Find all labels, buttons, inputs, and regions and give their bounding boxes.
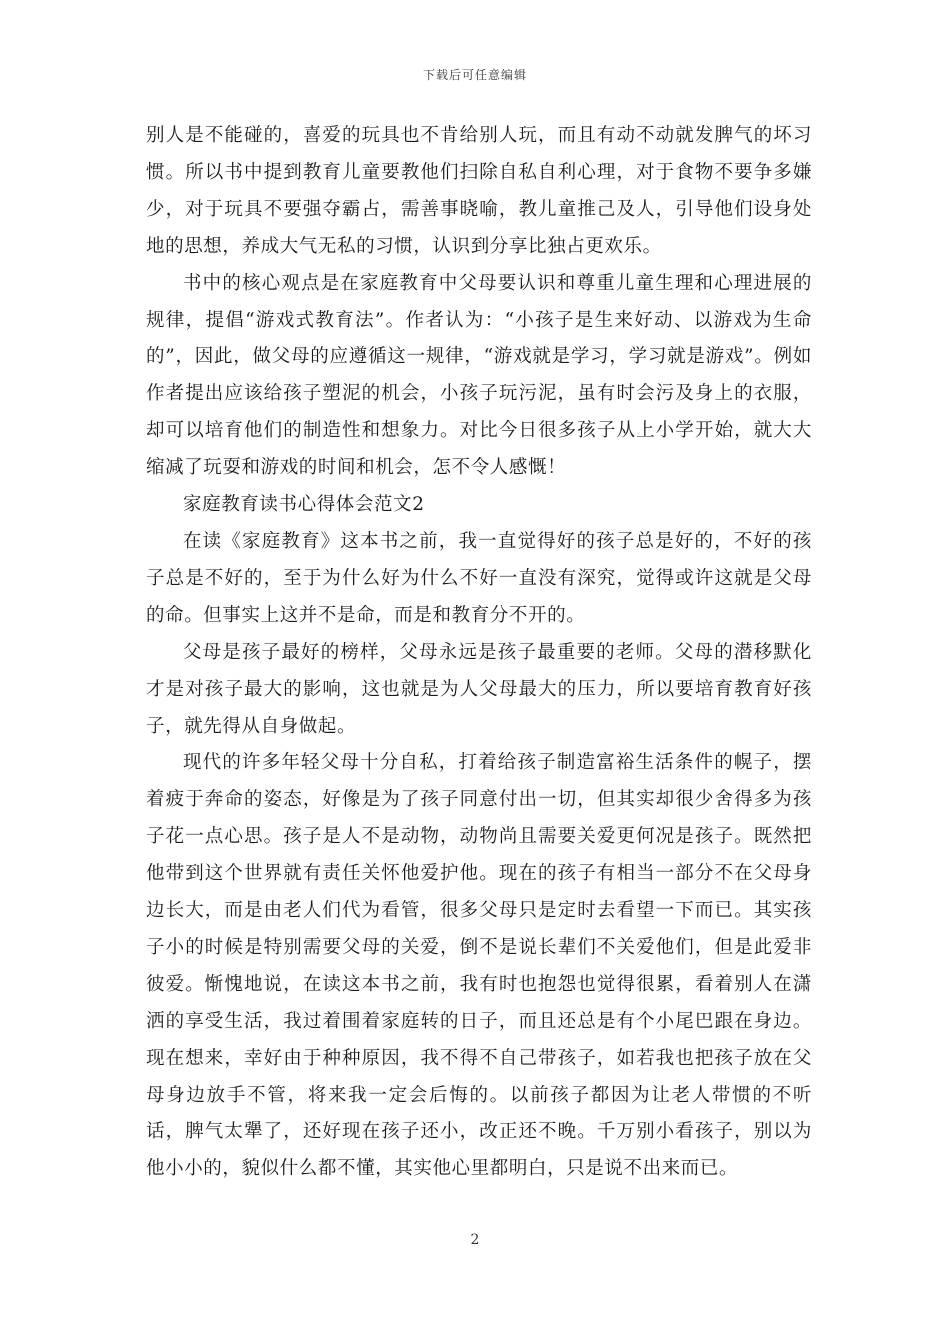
section-heading: 家庭教育读书心得体会范文2 (183, 494, 425, 516)
document-body (146, 118, 812, 1188)
paragraph-continued: 别人是不能碰的，喜爱的玩具也不肯给别人玩，而且有动不动就发脾气的坏习惯。所以书中提到教育儿童要教他们扫除自私自利心理，对于食物不要争多嫌少，对于玩具不要强夺霸占，需善事晓喻，教儿童推己及人，引导他们设身处地的思想，养成大气无私的习惯，认识到分享比独占更欢乐。 (146, 125, 812, 257)
paragraph-modern-parents: 现代的许多年轻父母十分自私，打着给孩子制造富裕生活条件的幌子，摆着疲于奔命的姿态，好像是为了孩子同意付出一切，但其实却很少舍得多为孩子花一点心思。孩子是人不是动物，动物尚且需要关爱更何况是孩子。既然把他带到这个世界就有责任关怀他爱护他。现在的孩子有相当一部分不在父母身边长大，而是由老人们代为看管，很多父母只是定时去看望一下而已。其实孩子小的时候是特别需要父母的关爱，倒不是说长辈们不关爱他们，但是此爱非彼爱。惭愧地说，在读这本书之前，我有时也抱怨也觉得很累，看着别人在潇洒的享受生活，我过着围着家庭转的日子，而且还总是有个小尾巴跟在身边。现在想来，幸好由于种种原因，我不得不自己带孩子，如若我也把孩子放在父母身边放手不管，将来我一定会后悔的。以前孩子都因为让老人带惯的不听话，脾气太犟了，还好现在孩子还小，改正还不晚。千万别小看孩子，别以为他小小的，貌似什么都不懂，其实他心里都明白，只是说不出来而已。 (146, 752, 812, 1180)
paragraph-before-reading: 在读《家庭教育》这本书之前，我一直觉得好的孩子总是好的，不好的孩子总是不好的，至于为什么好为什么不好一直没有深究，觉得或许这就是父母的命。但事实上这并不是命，而是和教育分不开的。 (146, 530, 812, 626)
paragraph-parents-role-model: 父母是孩子最好的榜样，父母永远是孩子最重要的老师。父母的潜移默化才是对孩子最大的影响，这也就是为人父母最大的压力，所以要培育教育好孩子，就先得从自身做起。 (146, 641, 812, 737)
page-header: 下载后可任意编辑 (422, 68, 527, 82)
page-number: 2 (470, 1232, 480, 1248)
paragraph-core-viewpoint: 书中的核心观点是在家庭教育中父母要认识和尊重儿童生理和心理进展的规律，提倡“游戏式教育法”。作者认为：“小孩子是生来好动、以游戏为生命的”，因此，做父母的应遵循这一规律，“游戏就是学习，学习就是游戏”。例如作者提出应该给孩子塑泥的机会，小孩子玩污泥，虽有时会污及身上的衣服，却可以培育他们的制造性和想象力。对比今日很多孩子从上小学开始，就大大缩减了玩耍和游戏的时间和机会，怎不令人感慨！ (146, 272, 812, 479)
